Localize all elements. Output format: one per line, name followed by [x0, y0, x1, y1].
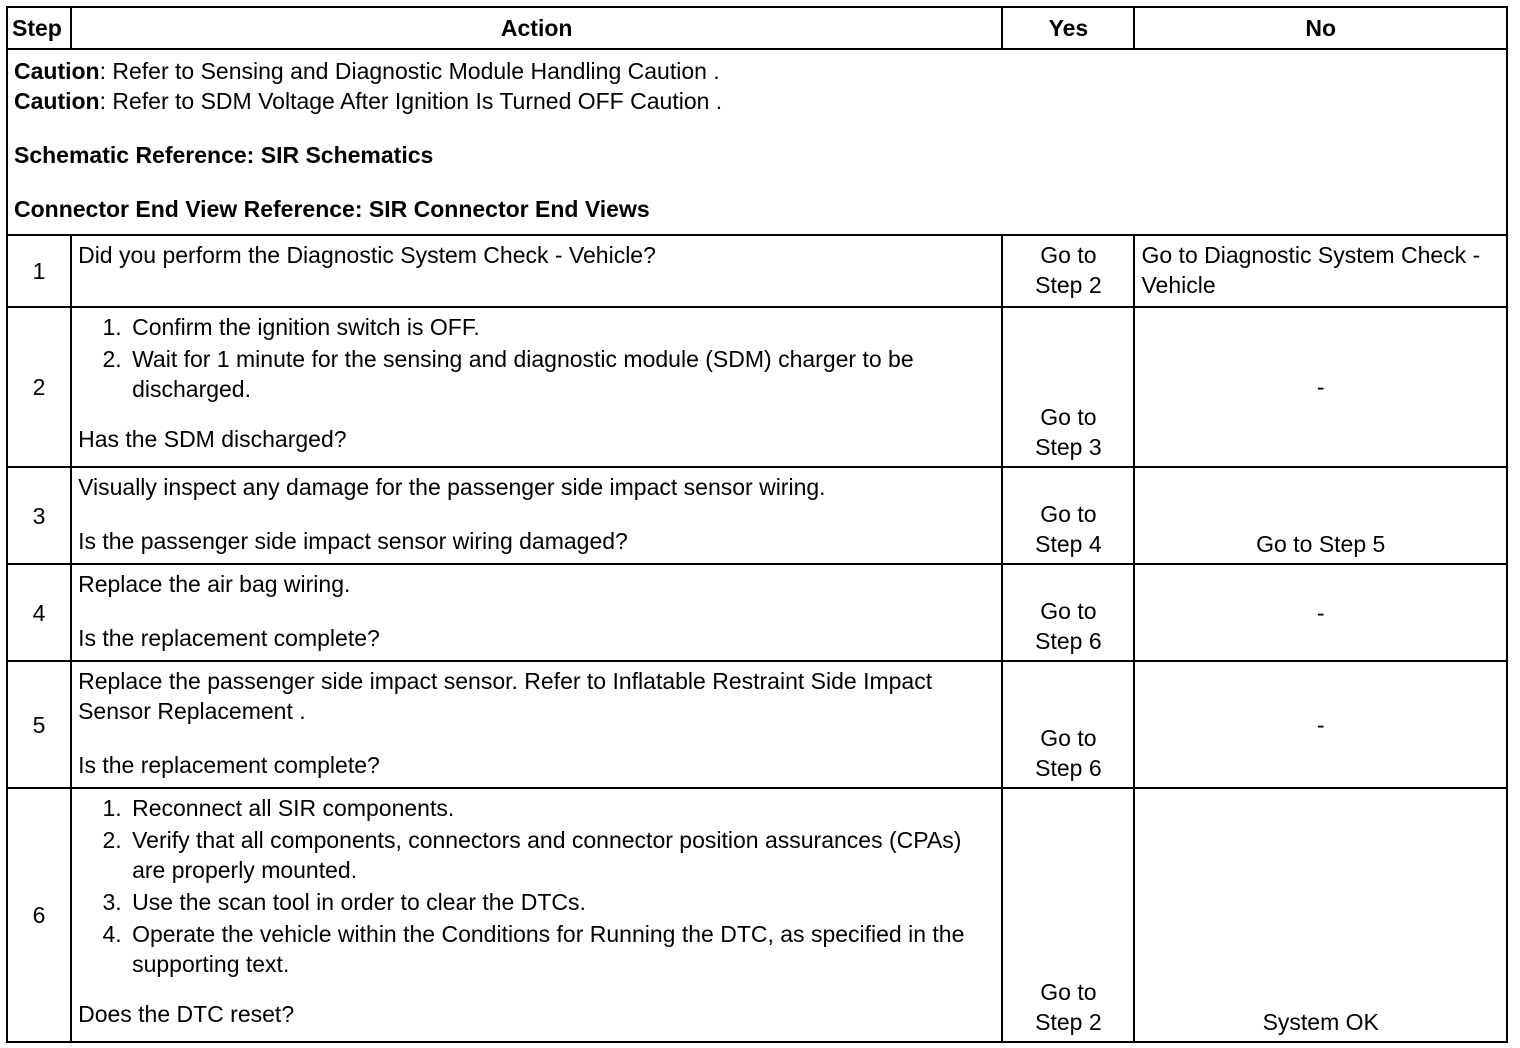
list-item: 2. Wait for 1 minute for the sensing and diagnostic module (SDM) charger to be discharged.	[128, 344, 995, 404]
step-number: 2	[7, 307, 71, 467]
yes-line-2: Step 3	[1035, 434, 1102, 460]
list-item: 4. Operate the vehicle within the Conditions for Running the DTC, as specified in the supporting text.	[128, 919, 995, 979]
table-row	[7, 788, 1507, 1042]
yes-line-2: Step 2	[1035, 272, 1102, 298]
action-list	[78, 312, 995, 404]
table-row	[7, 235, 1507, 307]
caution-2	[14, 86, 1500, 116]
table-row	[7, 467, 1507, 564]
step-number: 4	[7, 564, 71, 661]
yes-cell	[1002, 467, 1134, 564]
yes-cell	[1002, 661, 1134, 788]
no-cell: Go to Diagnostic System Check - Vehicle	[1134, 235, 1507, 307]
list-item: 1. Reconnect all SIR components.	[128, 793, 995, 823]
action-text: Visually inspect any damage for the passenger side impact sensor wiring.	[78, 474, 826, 500]
no-cell: System OK	[1134, 788, 1507, 1042]
yes-line-1: Go to	[1040, 501, 1097, 527]
yes-line-1: Go to	[1040, 598, 1097, 624]
caution-1	[14, 56, 1500, 86]
action-cell	[71, 467, 1002, 564]
step-number: 5	[7, 661, 71, 788]
intro-row	[7, 49, 1507, 235]
yes-line-2: Step 6	[1035, 755, 1102, 781]
table-row	[7, 564, 1507, 661]
question-text: Is the replacement complete?	[78, 625, 380, 651]
action-cell	[71, 788, 1002, 1042]
caution-label: Caution	[14, 88, 100, 114]
yes-cell	[1002, 564, 1134, 661]
action-cell	[71, 307, 1002, 467]
diagnostic-table	[6, 6, 1508, 1043]
yes-line-2: Step 2	[1035, 1009, 1102, 1035]
header-yes: Yes	[1002, 7, 1134, 49]
step-number: 3	[7, 467, 71, 564]
header-step: Step	[7, 7, 71, 49]
yes-line-1: Go to	[1040, 404, 1097, 430]
header-row	[7, 7, 1507, 49]
action-text: Replace the passenger side impact sensor. Refer to Inflatable Restraint Side Impact Sensor Replacement .	[78, 668, 933, 724]
header-no: No	[1134, 7, 1507, 49]
list-item: 3. Use the scan tool in order to clear the DTCs.	[128, 887, 995, 917]
header-action: Action	[71, 7, 1002, 49]
table-row	[7, 307, 1507, 467]
yes-line-2: Step 4	[1035, 531, 1102, 557]
connector-reference: Connector End View Reference: SIR Connector End Views	[14, 196, 650, 222]
yes-line-1: Go to	[1040, 979, 1097, 1005]
caution-1-text: : Refer to Sensing and Diagnostic Module Handling Caution .	[99, 58, 720, 84]
yes-cell	[1002, 235, 1134, 307]
caution-label: Caution	[14, 58, 100, 84]
question-text: Has the SDM discharged?	[78, 426, 347, 452]
no-cell: -	[1134, 307, 1507, 467]
action-list	[78, 793, 995, 979]
no-cell: Go to Step 5	[1134, 467, 1507, 564]
action-text: Replace the air bag wiring.	[78, 571, 351, 597]
caution-2-text: : Refer to SDM Voltage After Ignition Is Turned OFF Caution .	[99, 88, 723, 114]
question-text: Is the passenger side impact sensor wiring damaged?	[78, 528, 628, 554]
step-number: 1	[7, 235, 71, 307]
list-item: 2. Verify that all components, connectors and connector position assurances (CPAs) are properly mounted.	[128, 825, 995, 885]
no-cell: -	[1134, 564, 1507, 661]
action-cell	[71, 564, 1002, 661]
table-row	[7, 661, 1507, 788]
yes-line-1: Go to	[1040, 242, 1097, 268]
action-text: Did you perform the Diagnostic System Check - Vehicle?	[71, 235, 1002, 307]
question-text: Is the replacement complete?	[78, 752, 380, 778]
no-cell: -	[1134, 661, 1507, 788]
schematic-reference: Schematic Reference: SIR Schematics	[14, 142, 434, 168]
intro-cell	[7, 49, 1507, 235]
yes-line-2: Step 6	[1035, 628, 1102, 654]
yes-cell	[1002, 307, 1134, 467]
list-item: 1. Confirm the ignition switch is OFF.	[128, 312, 995, 342]
action-cell	[71, 661, 1002, 788]
yes-cell	[1002, 788, 1134, 1042]
question-text: Does the DTC reset?	[78, 1001, 295, 1027]
yes-line-1: Go to	[1040, 725, 1097, 751]
step-number: 6	[7, 788, 71, 1042]
